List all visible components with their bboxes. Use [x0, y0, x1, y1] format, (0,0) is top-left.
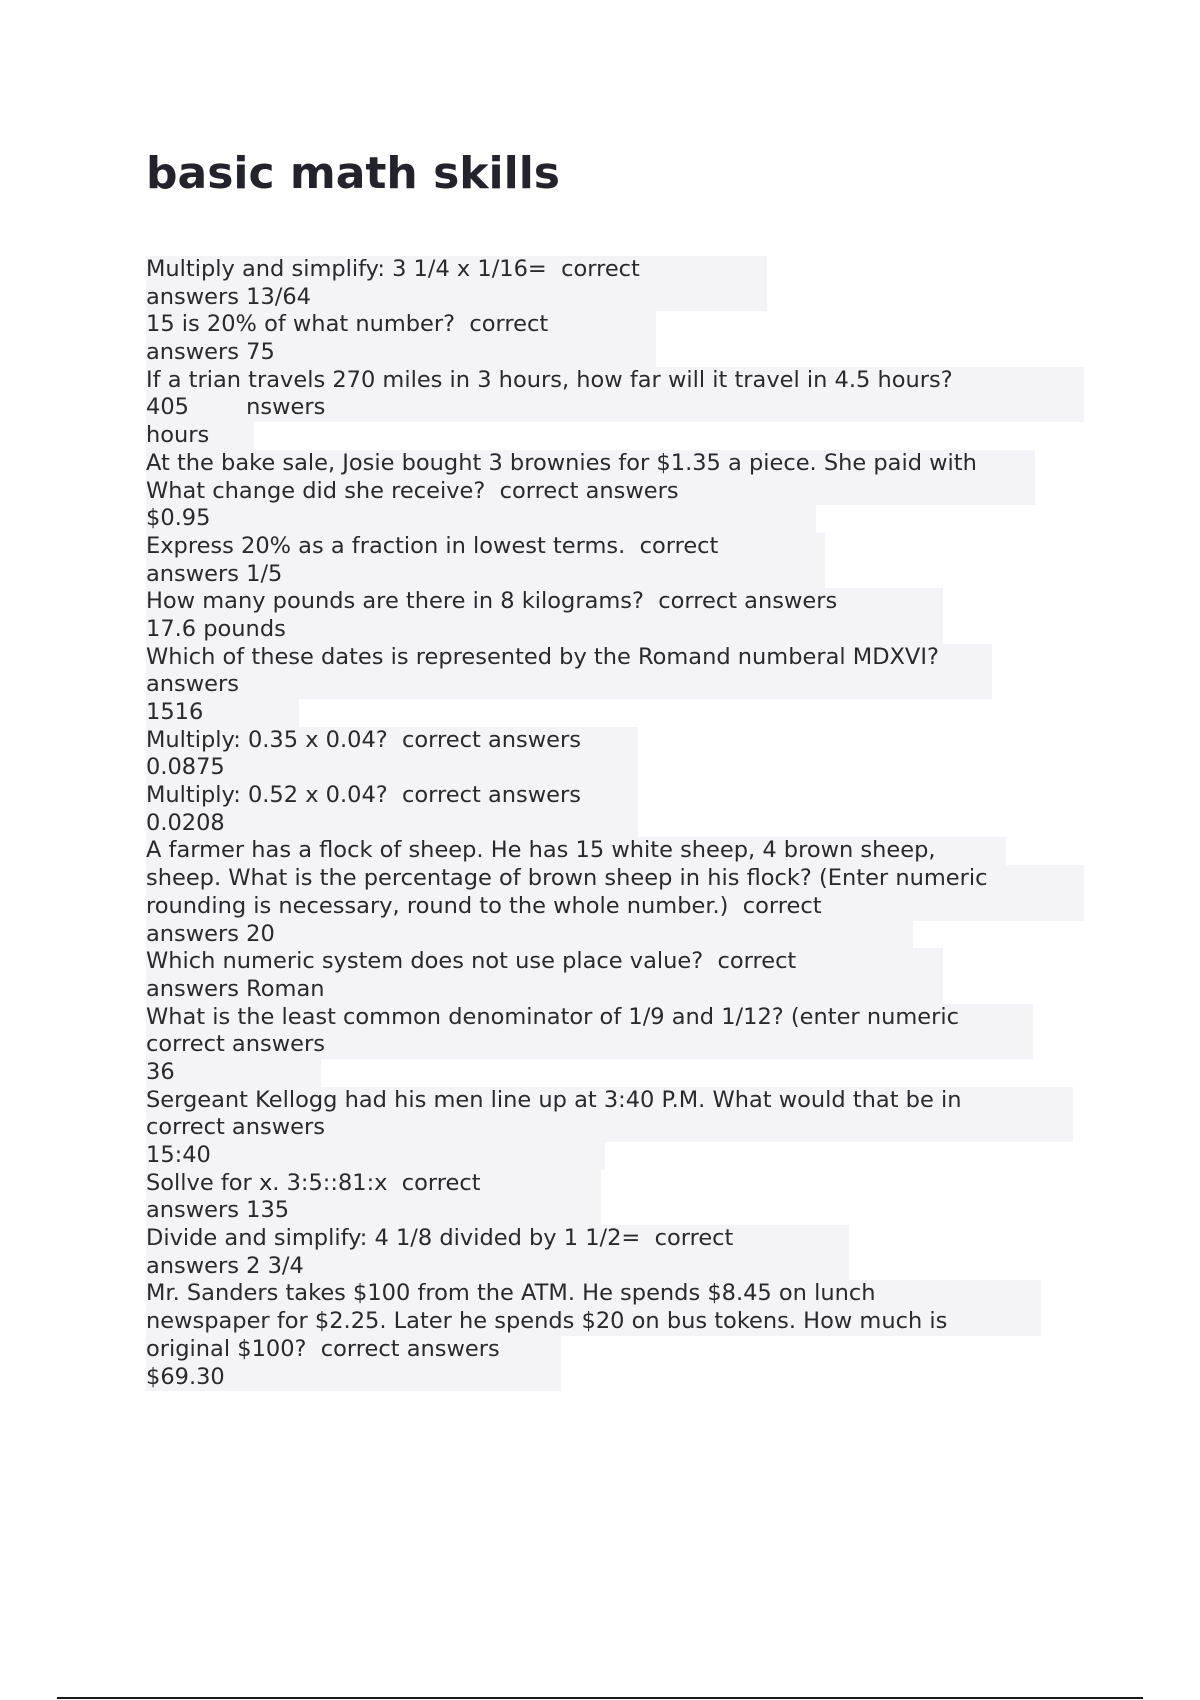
- text-line: A farmer has a flock of sheep. He has 15 white sheep, 4 brown sheep,: [146, 837, 1006, 865]
- text-line: If a trian travels 270 miles in 3 hours, how far will it travel in 4.5 hours?: [146, 367, 1084, 395]
- text-line: Sollve for x. 3:5::81:x correct: [146, 1170, 601, 1198]
- text-line: 36: [146, 1059, 321, 1087]
- text-line: answers: [146, 671, 992, 699]
- text-line: answers 1/5: [146, 561, 825, 589]
- text-line: Mr. Sanders takes $100 from the ATM. He spends $8.45 on lunch: [146, 1280, 1041, 1308]
- text-line: What change did she receive? correct answers: [146, 478, 1035, 506]
- text-line: correct answers: [146, 1114, 1073, 1142]
- text-line: answers 75: [146, 339, 656, 367]
- text-line: Multiply: 0.52 x 0.04? correct answers: [146, 782, 638, 810]
- text-line: What is the least common denominator of 1/9 and 1/12? (enter numeric: [146, 1004, 1033, 1032]
- text-line: sheep. What is the percentage of brown sheep in his flock? (Enter numeric: [146, 865, 1084, 893]
- text-line: $69.30: [146, 1364, 561, 1392]
- text-line: How many pounds are there in 8 kilograms? correct answers: [146, 588, 943, 616]
- text-line: answers Roman: [146, 976, 943, 1004]
- text-line: 1516: [146, 699, 299, 727]
- text-line: hours: [146, 422, 254, 450]
- text-line: 0.0208: [146, 810, 638, 838]
- text-line: answers 2 3/4: [146, 1253, 849, 1281]
- text-line: Multiply and simplify: 3 1/4 x 1/16= correct: [146, 256, 767, 284]
- text-line: correct answers: [146, 1031, 1033, 1059]
- text-line: 17.6 pounds: [146, 616, 943, 644]
- text-line: Multiply: 0.35 x 0.04? correct answers: [146, 727, 638, 755]
- text-line: 15:40: [146, 1142, 605, 1170]
- text-line: Sergeant Kellogg had his men line up at 3:40 P.M. What would that be in: [146, 1087, 1073, 1115]
- text-line: At the bake sale, Josie bought 3 brownies for $1.35 a piece. She paid with: [146, 450, 1035, 478]
- bottom-divider: [57, 1697, 1143, 1699]
- text-line: 405 nswers: [146, 394, 1084, 422]
- text-line: answers 20: [146, 921, 913, 949]
- text-line: newspaper for $2.25. Later he spends $20 on bus tokens. How much is: [146, 1308, 1041, 1336]
- text-line: 0.0875: [146, 754, 638, 782]
- text-line: original $100? correct answers: [146, 1336, 561, 1364]
- text-line: Which of these dates is represented by the Romand numberal MDXVI?: [146, 644, 992, 672]
- text-line: answers 135: [146, 1197, 601, 1225]
- text-line: rounding is necessary, round to the whole number.) correct: [146, 893, 1084, 921]
- document-title: basic math skills: [146, 148, 560, 199]
- document-body: [146, 256, 1106, 1391]
- text-line: Which numeric system does not use place value? correct: [146, 948, 943, 976]
- text-line: 15 is 20% of what number? correct: [146, 311, 656, 339]
- text-line: answers 13/64: [146, 284, 767, 312]
- text-line: Express 20% as a fraction in lowest terms. correct: [146, 533, 825, 561]
- text-line: Divide and simplify: 4 1/8 divided by 1 1/2= correct: [146, 1225, 849, 1253]
- text-line: $0.95: [146, 505, 816, 533]
